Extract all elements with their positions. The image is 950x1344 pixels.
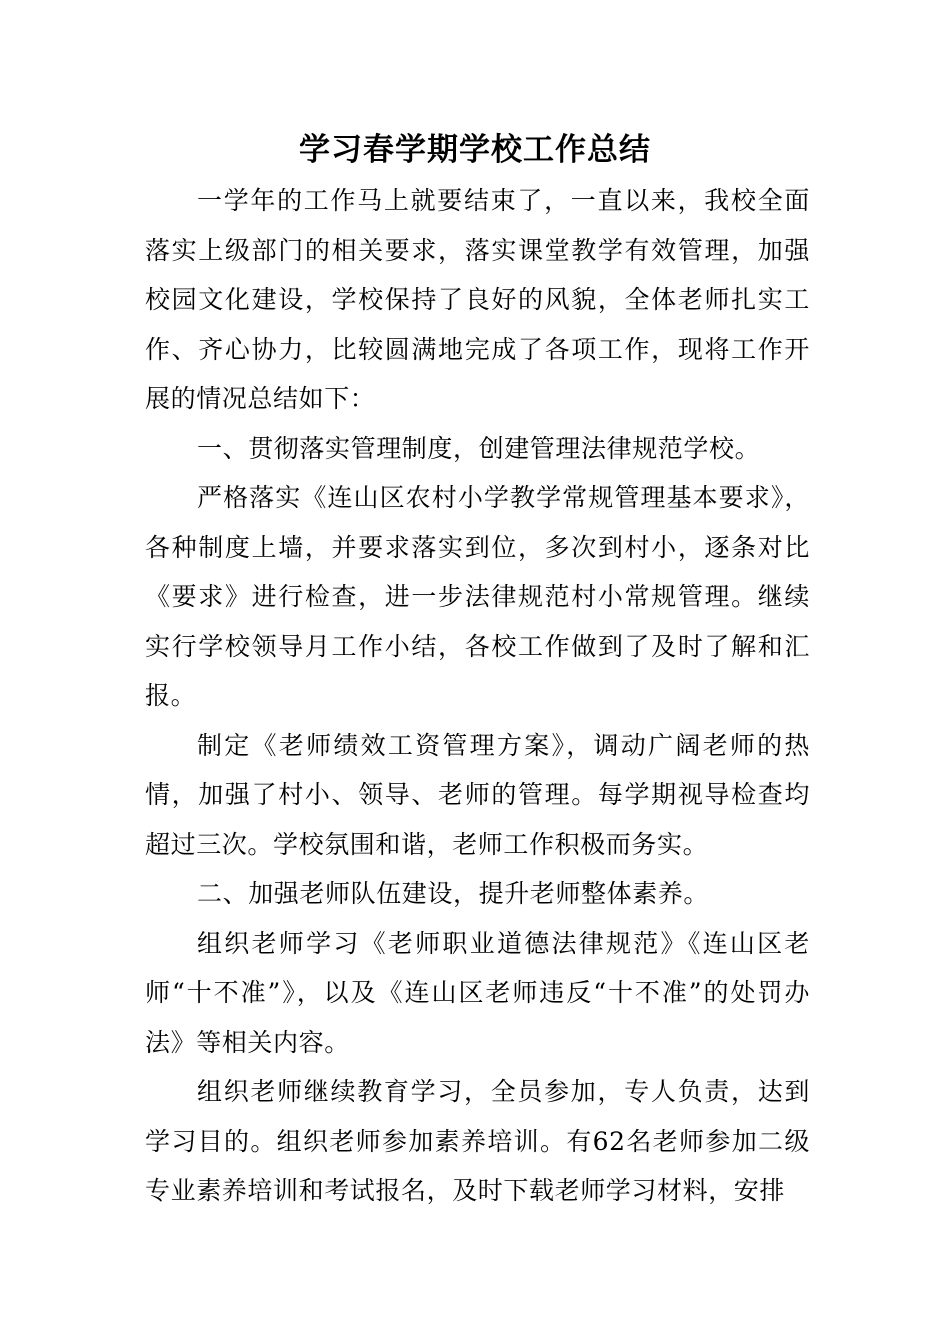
paragraph-continuing-education: 组织老师继续教育学习，全员参加，专人负责，达到学习目的。组织老师参加素养培训。有62名老师参加二级专业素养培训和考试报名，及时下载老师学习材料，安排 [145,1077,810,1205]
paragraph-regulations: 严格落实《连山区农村小学教学常规管理基本要求》，各种制度上墙，并要求落实到位，多次到村小，逐条对比《要求》进行检查，进一步法律规范村小常规管理。继续实行学校领导月工作小结，各校工作做到了及时了解和汇报。 [145,483,810,710]
section-heading-2: 二、加强老师队伍建设，提升老师整体素养。 [197,879,710,908]
document-title: 学习春学期学校工作总结 [299,132,651,168]
paragraph-intro: 一学年的工作马上就要结束了，一直以来，我校全面落实上级部门的相关要求，落实课堂教学有效管理，加强校园文化建设，学校保持了良好的风貌，全体老师扎实工作、齐心协力，比较圆满地完成了各项工作，现将工作开展的情况总结如下： [145,186,810,413]
paragraph-ethics-study: 组织老师学习《老师职业道德法律规范》《连山区老师“十不准”》，以及《连山区老师违反“十不准”的处罚办法》等相关内容。 [145,928,810,1057]
document-body [145,176,810,1216]
paragraph-performance-pay: 制定《老师绩效工资管理方案》，调动广阔老师的热情，加强了村小、领导、老师的管理。每学期视导检查均超过三次。学校氛围和谐，老师工作积极而务实。 [145,730,810,859]
section-heading-1: 一、贯彻落实管理制度，创建管理法律规范学校。 [197,433,761,463]
